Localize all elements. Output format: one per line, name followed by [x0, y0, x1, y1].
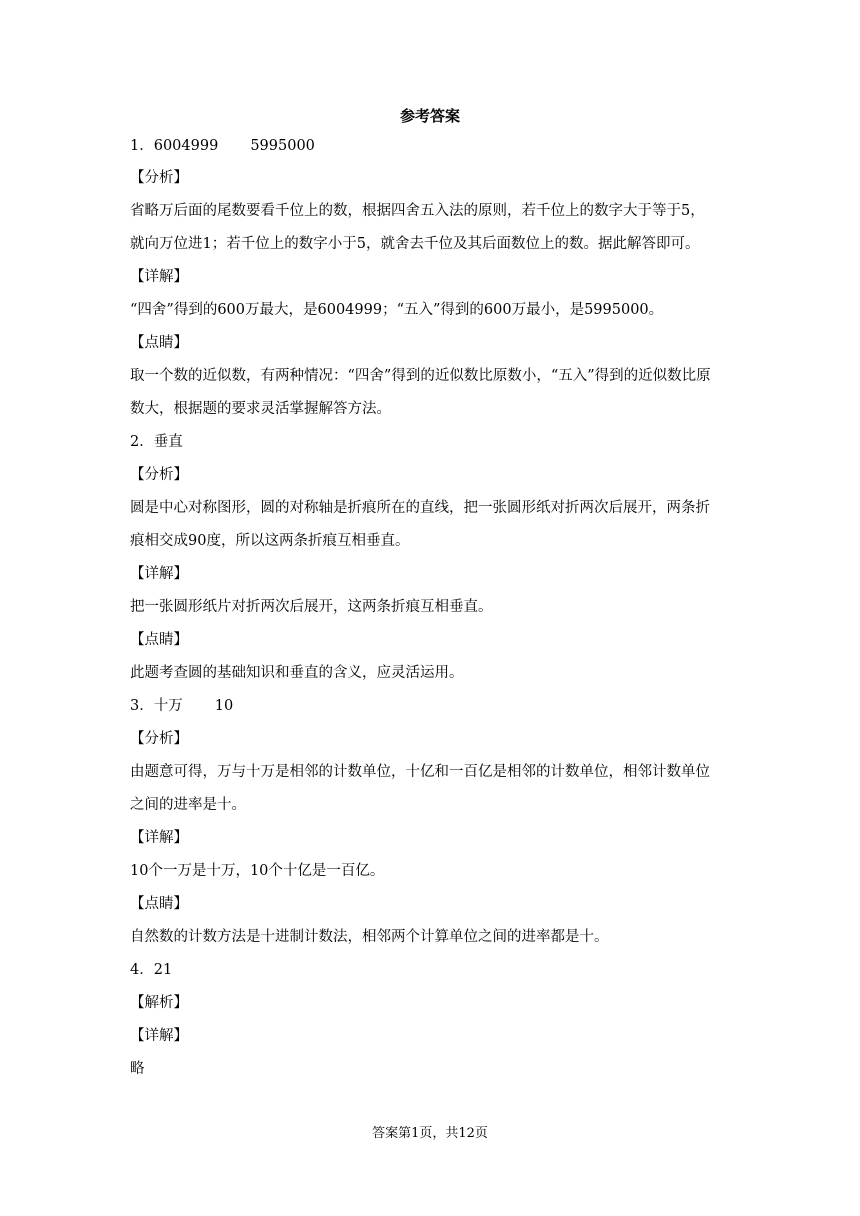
q1-detail-label: 【详解】: [130, 269, 188, 285]
q1-answer-a: 6004999: [153, 138, 219, 154]
q2-comment-label: 【点睛】: [130, 632, 188, 648]
q2-answer-a: 垂直: [153, 434, 183, 450]
q4-detail-line-1: 略: [130, 1061, 145, 1077]
q2-analysis-line-2: 痕相交成90度，所以这两条折痕互相垂直。: [130, 533, 410, 549]
q3-comment-label: 【点睛】: [130, 896, 188, 912]
q3-number: 3．: [130, 698, 154, 714]
q1-detail-line-1: “四舍”得到的600万最大，是6004999；“五入”得到的600万最小，是5995000。: [130, 302, 664, 318]
q2-analysis-label: 【分析】: [130, 467, 188, 483]
q4-detail-label: 【详解】: [130, 1028, 188, 1044]
q2-detail-line-1: 把一张圆形纸片对折两次后展开，这两条折痕互相垂直。: [130, 599, 493, 615]
q1-comment-line-2: 数大，根据题的要求灵活掌握解答方法。: [130, 401, 391, 417]
q1-analysis-label: 【分析】: [130, 170, 188, 186]
q1-answer-line: [130, 133, 740, 159]
q3-detail-label: 【详解】: [130, 830, 188, 846]
q1-analysis-line-2: 就向万位进1；若千位上的数字小于5，就舍去千位及其后面数位上的数。据此解答即可。: [130, 236, 700, 252]
q4-answer-line: [130, 957, 740, 983]
q1-comment-line-1: 取一个数的近似数，有两种情况：“四舍”得到的近似数比原数小，“五入”得到的近似数比原: [130, 368, 711, 384]
q3-analysis-line-1: 由题意可得，万与十万是相邻的计数单位，十亿和一百亿是相邻的计数单位，相邻计数单位: [130, 764, 710, 780]
q2-number: 2．: [130, 434, 154, 450]
q4-analysis-label: 【解析】: [130, 995, 188, 1011]
q3-answer-a: 十万: [153, 698, 183, 714]
q3-answer-b: 10: [214, 698, 234, 714]
q1-comment-label: 【点睛】: [130, 335, 188, 351]
q3-analysis-label: 【分析】: [130, 731, 188, 747]
q2-comment-line-1: 此题考查圆的基础知识和垂直的含义，应灵活运用。: [130, 665, 464, 681]
q3-comment-line-1: 自然数的计数方法是十进制计数法，相邻两个计算单位之间的进率都是十。: [130, 929, 609, 945]
q3-analysis-line-2: 之间的进率是十。: [130, 797, 246, 813]
q2-analysis-line-1: 圆是中心对称图形，圆的对称轴是折痕所在的直线，把一张圆形纸对折两次后展开，两条折: [130, 500, 710, 516]
q3-detail-line-1: 10个一万是十万，10个十亿是一百亿。: [130, 863, 385, 879]
q1-answer-b: 5995000: [250, 138, 315, 154]
q1-number: 1．: [130, 138, 154, 154]
page-footer: 答案第1页，共12页: [372, 1126, 488, 1141]
q3-answer-line: [130, 693, 740, 719]
q4-number: 4．: [130, 962, 154, 978]
q2-detail-label: 【详解】: [130, 566, 188, 582]
page-title: 参考答案: [399, 107, 460, 125]
q1-analysis-line-1: 省略万后面的尾数要看千位上的数，根据四舍五入法的原则，若千位上的数字大于等于5，: [130, 203, 705, 219]
q4-answer-a: 21: [153, 962, 173, 978]
q2-answer-line: [130, 429, 740, 455]
